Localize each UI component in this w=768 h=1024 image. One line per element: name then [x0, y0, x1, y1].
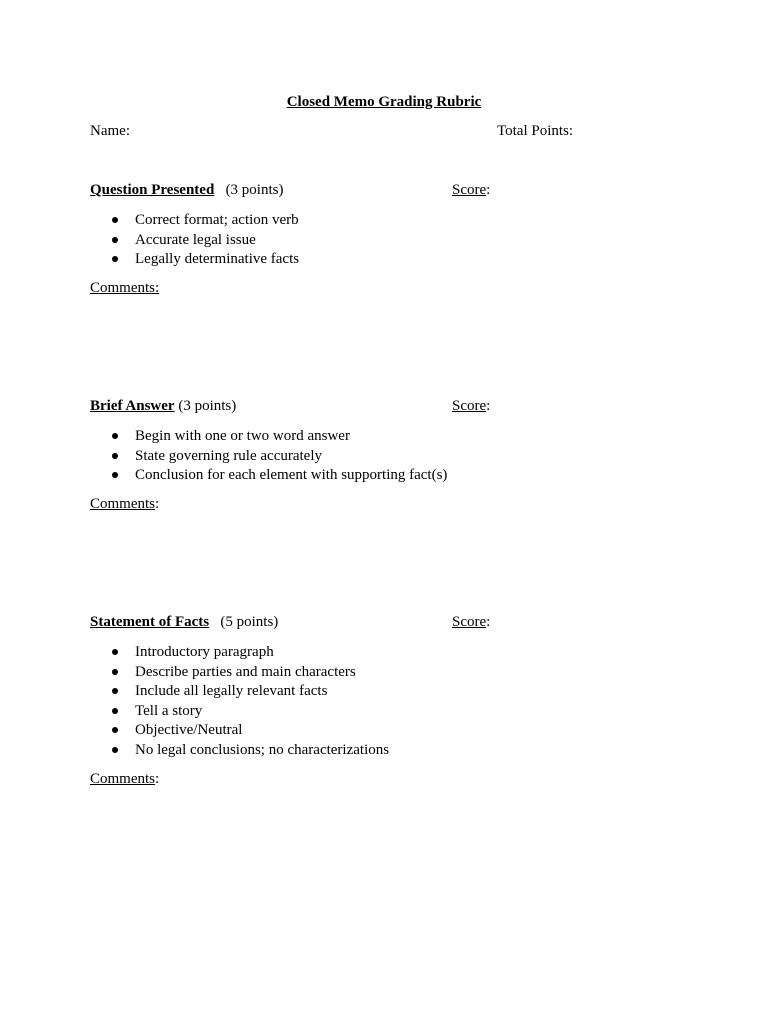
- section-criteria-list: [110, 211, 299, 270]
- section-points: (5 points): [220, 614, 279, 630]
- bullet-icon: [112, 669, 118, 675]
- list-item: Conclusion for each element with supporting fact(s): [110, 466, 447, 486]
- section-comments-label: Comments:: [90, 771, 160, 787]
- list-item: Begin with one or two word answer: [110, 427, 447, 447]
- list-item: Tell a story: [110, 702, 389, 722]
- bullet-icon: [112, 688, 118, 694]
- bullet-icon: [112, 217, 118, 223]
- total-points-label: Total Points:: [497, 123, 574, 139]
- bullet-icon: [112, 237, 118, 243]
- list-item: No legal conclusions; no characterizations: [110, 741, 389, 761]
- bullet-icon: [112, 453, 118, 459]
- bullet-icon: [112, 433, 118, 439]
- list-item: Introductory paragraph: [110, 643, 389, 663]
- page-title: Closed Memo Grading Rubric: [286, 94, 482, 110]
- section-points: (3 points): [225, 182, 284, 198]
- list-item: State governing rule accurately: [110, 447, 447, 467]
- section-brief-answer-header: [90, 397, 236, 416]
- bullet-icon: [112, 649, 118, 655]
- list-item: Legally determinative facts: [110, 250, 299, 270]
- section-statement-of-facts-header: [90, 613, 278, 632]
- bullet-icon: [112, 747, 118, 753]
- list-item: Describe parties and main characters: [110, 663, 389, 683]
- section-heading: Statement of Facts: [90, 614, 210, 630]
- list-item: Include all legally relevant facts: [110, 682, 389, 702]
- list-item: Accurate legal issue: [110, 231, 299, 251]
- bullet-icon: [112, 472, 118, 478]
- list-item: Correct format; action verb: [110, 211, 299, 231]
- section-heading: Question Presented: [90, 182, 215, 198]
- section-criteria-list: [110, 427, 447, 486]
- bullet-icon: [112, 256, 118, 262]
- section-points: (3 points): [178, 398, 237, 414]
- name-label: Name:: [90, 123, 130, 139]
- section-question-presented-header: [90, 181, 283, 200]
- section-criteria-list: [110, 643, 389, 760]
- section-comments-label: Comments:: [90, 280, 160, 296]
- bullet-icon: [112, 708, 118, 714]
- section-comments-label: Comments:: [90, 496, 160, 512]
- section-heading: Brief Answer: [90, 398, 175, 414]
- bullet-icon: [112, 727, 118, 733]
- section-score-label: Score:: [452, 614, 491, 630]
- section-score-label: Score:: [452, 182, 491, 198]
- section-score-label: Score:: [452, 398, 491, 414]
- list-item: Objective/Neutral: [110, 721, 389, 741]
